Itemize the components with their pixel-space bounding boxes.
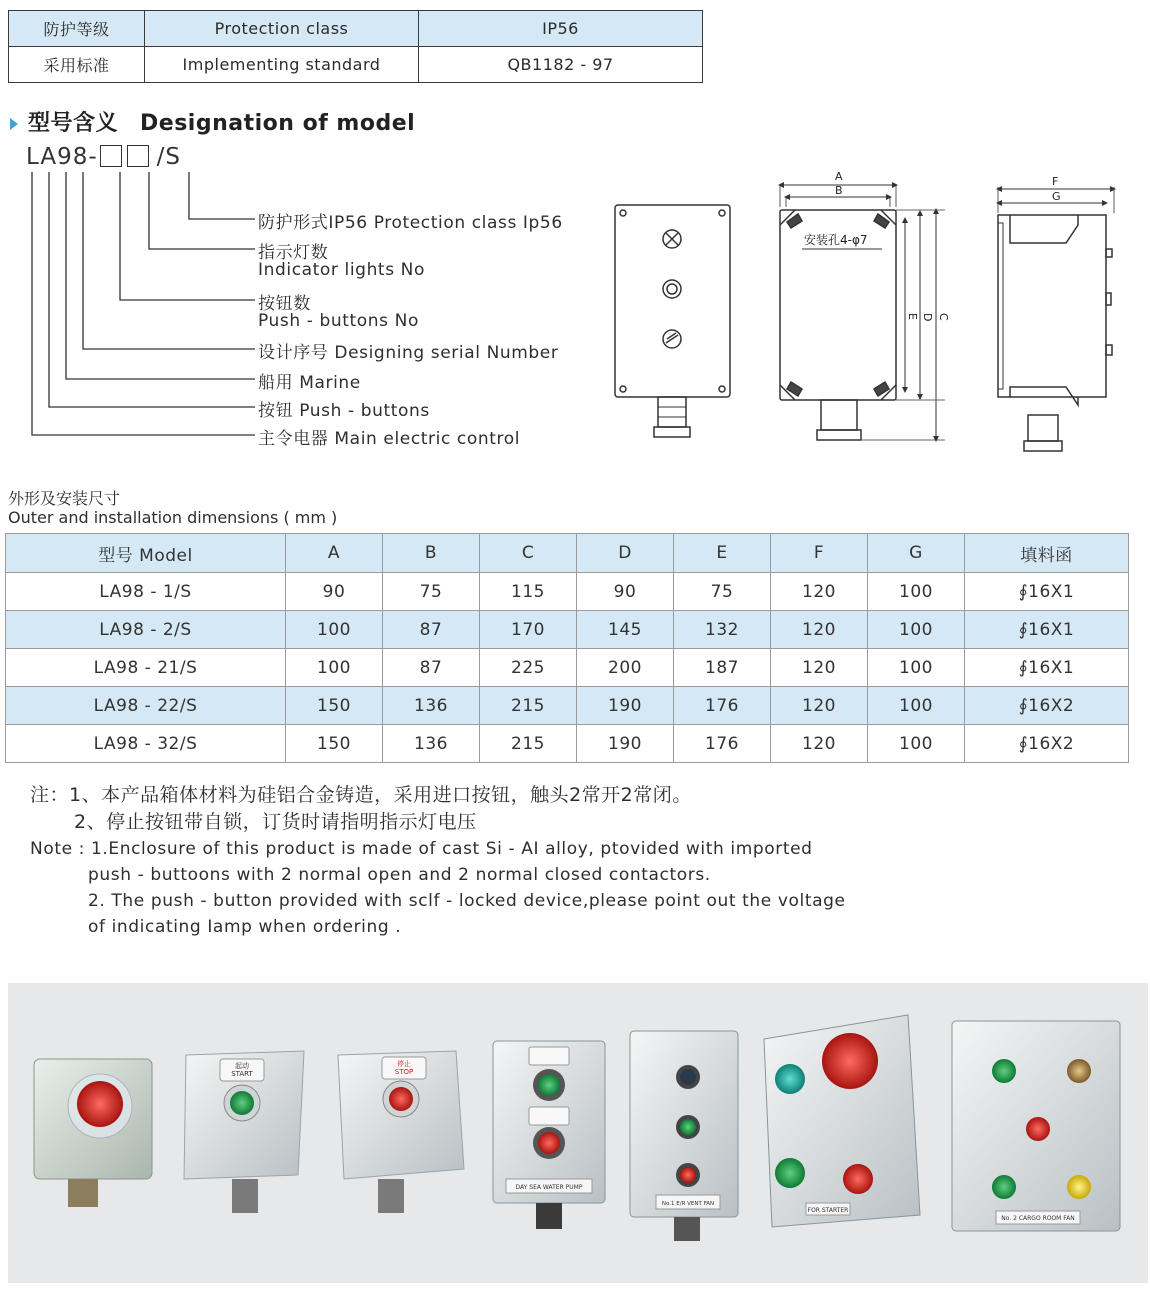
product-illustrations (8, 983, 1148, 1283)
cell: 100 (868, 687, 965, 725)
note-en-2a: 2. The push - button provided with sclf - locked device,please point out the voltage (88, 891, 846, 911)
table-row (6, 725, 1129, 763)
cell: ∮16X1 (965, 573, 1129, 611)
product-stop-box (338, 1051, 464, 1213)
label-cargo-fan: No. 2 CARGO ROOM FAN (1001, 1215, 1075, 1222)
cell: 225 (480, 649, 577, 687)
cell: 87 (383, 611, 480, 649)
legend-indicator-zh: 指示灯数 (258, 243, 329, 263)
dim-label-C: C (937, 313, 950, 321)
note-en-1b: push - buttoons with 2 normal open and 2 normal closed contactors. (88, 865, 711, 885)
product-large-emergency-box (764, 1015, 920, 1227)
col-header: E (674, 534, 771, 573)
technical-drawing (600, 165, 1150, 465)
cell: 150 (286, 687, 383, 725)
cell: 136 (383, 687, 480, 725)
cell: 187 (674, 649, 771, 687)
dim-label-F: F (1052, 175, 1059, 188)
cell: 120 (771, 611, 868, 649)
cell: 120 (771, 725, 868, 763)
legend-main-control: 主令电器 Main electric control (258, 429, 521, 449)
mounting-hole-label: 安装孔4-φ7 (804, 233, 868, 247)
cell: 150 (286, 725, 383, 763)
legend-marine: 船用 Marine (258, 373, 361, 393)
cell: 170 (480, 611, 577, 649)
cell: ∮16X2 (965, 687, 1129, 725)
model-prefix: LA98- (26, 144, 98, 170)
cell: LA98 - 32/S (6, 725, 286, 763)
dimensions-title-en: Outer and installation dimensions ( mm ) (8, 508, 338, 527)
legend-serial: 设计序号 Designing serial Number (258, 343, 559, 363)
product-cargo-fan-box (952, 1021, 1120, 1231)
cell: 75 (383, 573, 480, 611)
cell: 132 (674, 611, 771, 649)
table-row (6, 573, 1129, 611)
cell: LA98 - 2/S (6, 611, 286, 649)
cell: 120 (771, 649, 868, 687)
cell: 100 (868, 649, 965, 687)
heading-en: Designation of model (140, 111, 416, 136)
cell: 100 (868, 611, 965, 649)
spec-value: QB1182 - 97 (419, 47, 703, 83)
spec-label-zh: 采用标准 (9, 47, 145, 83)
legend-buttons-en: Push - buttons No (258, 311, 419, 331)
cell: 87 (383, 649, 480, 687)
dim-label-E: E (906, 313, 919, 320)
col-header: G (868, 534, 965, 573)
legend-pushbuttons: 按钮 Push - buttons (258, 401, 430, 421)
cell: LA98 - 22/S (6, 687, 286, 725)
label-for-starter: FOR STARTER (807, 1207, 849, 1214)
cell: 100 (286, 611, 383, 649)
cell: 215 (480, 725, 577, 763)
table-row (6, 611, 1129, 649)
dim-label-A: A (835, 170, 843, 183)
cell: 200 (577, 649, 674, 687)
cell: ∮16X2 (965, 725, 1129, 763)
cell: LA98 - 21/S (6, 649, 286, 687)
cell: 120 (771, 687, 868, 725)
cell: 136 (383, 725, 480, 763)
cell: 176 (674, 687, 771, 725)
cell: 100 (868, 725, 965, 763)
model-suffix: /S (156, 144, 182, 170)
cell: ∮16X1 (965, 611, 1129, 649)
product-emergency-stop (34, 1059, 152, 1207)
dim-label-B: B (835, 184, 843, 197)
col-header: B (383, 534, 480, 573)
col-header: C (480, 534, 577, 573)
col-header: A (286, 534, 383, 573)
cell: 90 (286, 573, 383, 611)
heading-zh: 型号含义 (28, 111, 119, 136)
top-view (780, 185, 945, 440)
label-stop-zh: 停止 (397, 1060, 411, 1068)
label-vent-fan: No.1 E/R VENT FAN (661, 1201, 715, 1207)
cell: 145 (577, 611, 674, 649)
col-header: F (771, 534, 868, 573)
table-row (6, 687, 1129, 725)
spec-label-en: Protection class (145, 11, 419, 47)
cell: 215 (480, 687, 577, 725)
notes (30, 782, 846, 940)
legend-protection: 防护形式IP56 Protection class Ip56 (258, 213, 563, 233)
label-stop: STOP (394, 1068, 414, 1076)
product-start-box (184, 1051, 304, 1213)
table-header-row (6, 534, 1129, 573)
side-view (998, 187, 1114, 451)
note-en-1a: Note : 1.Enclosure of this product is made of cast Si - AI alloy, ptovided with imported (30, 839, 813, 859)
cell: 100 (868, 573, 965, 611)
legend-indicator-en: Indicator lights No (258, 260, 425, 280)
cell: 120 (771, 573, 868, 611)
product-two-button-box (493, 1041, 605, 1229)
product-photos (8, 983, 1148, 1283)
cell: 176 (674, 725, 771, 763)
cell: 90 (577, 573, 674, 611)
note-en-2b: of indicating Iamp when ordering . (88, 917, 402, 937)
note-zh-1: 注：1、本产品箱体材料为硅铝合金铸造，采用进口按钮，触头2常开2常闭。 (30, 784, 692, 806)
dimensions-table (5, 533, 1129, 763)
label-start-zh: 起动 (235, 1062, 249, 1070)
product-three-button-box (630, 1031, 738, 1241)
cell: 190 (577, 725, 674, 763)
dim-label-G: G (1052, 190, 1061, 203)
col-header: D (577, 534, 674, 573)
dimensions-title (8, 489, 337, 527)
spec-label-en: Implementing standard (145, 47, 419, 83)
cell: 115 (480, 573, 577, 611)
col-header: 型号 Model (6, 534, 286, 573)
cell: ∮16X1 (965, 649, 1129, 687)
front-view (615, 205, 730, 437)
dimensions-title-zh: 外形及安装尺寸 (8, 489, 121, 508)
legend-buttons-zh: 按钮数 (258, 294, 311, 314)
table-row (6, 649, 1129, 687)
spec-label-zh: 防护等级 (9, 11, 145, 47)
dim-label-D: D (921, 313, 934, 322)
label-water-pump: DAY SEA WATER PUMP (515, 1184, 583, 1191)
spec-value: IP56 (419, 11, 703, 47)
cell: 100 (286, 649, 383, 687)
cell: 75 (674, 573, 771, 611)
col-header: 填料函 (965, 534, 1129, 573)
note-zh-2: 2、停止按钮带自锁，订货时请指明指示灯电压 (74, 811, 477, 833)
cell: 190 (577, 687, 674, 725)
label-start: START (231, 1070, 253, 1078)
cell: LA98 - 1/S (6, 573, 286, 611)
